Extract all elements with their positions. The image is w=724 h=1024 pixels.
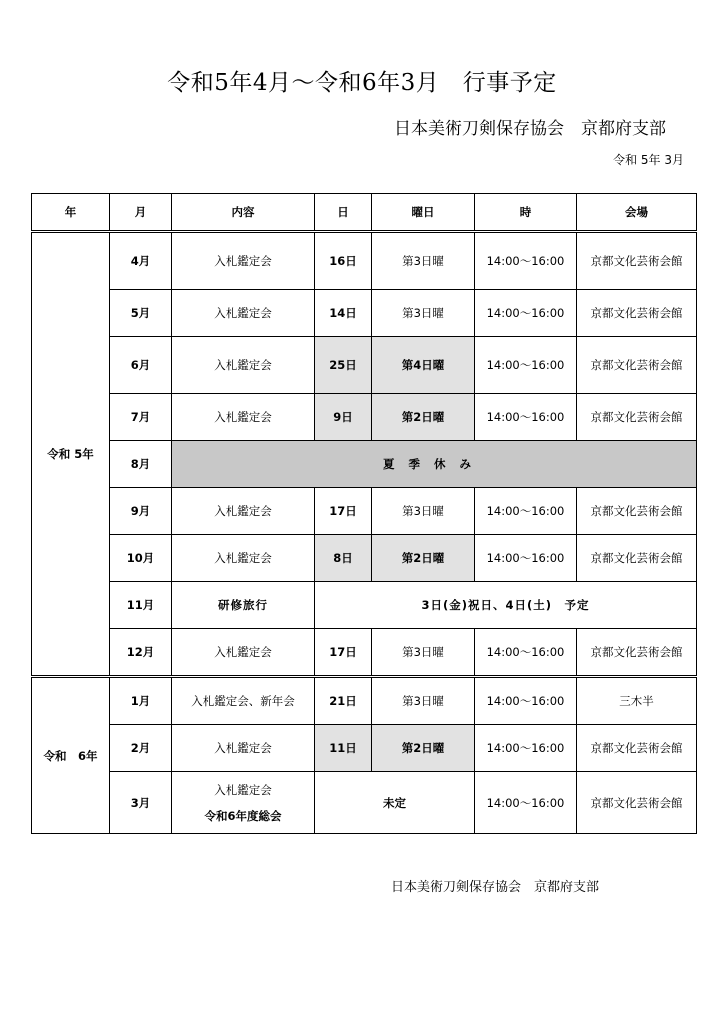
content-cell: 入札鑑定会: [172, 394, 315, 441]
month-cell: 1月: [110, 677, 172, 725]
month-cell: 11月: [110, 582, 172, 629]
month-cell: 7月: [110, 394, 172, 441]
table-row: [32, 677, 697, 725]
issue-date: 令和 5年 3月: [613, 153, 684, 167]
content-line-2: 令和6年度総会: [204, 808, 282, 823]
venue-cell: 京都文化芸術会館: [577, 535, 697, 582]
content-cell: 入札鑑定会: [172, 232, 315, 290]
weekday-cell: 第2日曜: [372, 535, 475, 582]
venue-cell: 京都文化芸術会館: [577, 394, 697, 441]
day-cell: 9日: [315, 394, 372, 441]
table-row: [32, 535, 697, 582]
content-cell: 入札鑑定会、新年会: [172, 677, 315, 725]
day-cell: 17日: [315, 488, 372, 535]
col-header-venue: 会場: [577, 194, 697, 232]
tbd-cell: 未定: [315, 772, 475, 834]
day-cell: 21日: [315, 677, 372, 725]
col-header-content: 内容: [172, 194, 315, 232]
venue-cell: 京都文化芸術会館: [577, 337, 697, 394]
table-row: [32, 441, 697, 488]
table-row: [32, 290, 697, 337]
table-row: [32, 488, 697, 535]
trip-note-cell: 3日(金)祝日、4日(土) 予定: [315, 582, 697, 629]
day-cell: 14日: [315, 290, 372, 337]
venue-cell: 京都文化芸術会館: [577, 629, 697, 677]
month-cell: 8月: [110, 441, 172, 488]
weekday-cell: 第3日曜: [372, 629, 475, 677]
month-cell: 4月: [110, 232, 172, 290]
time-cell: 14:00～16:00: [475, 394, 577, 441]
content-cell-multi: [172, 772, 315, 834]
venue-cell: 京都文化芸術会館: [577, 232, 697, 290]
content-cell: 入札鑑定会: [172, 629, 315, 677]
content-line-1: 入札鑑定会: [214, 782, 272, 797]
weekday-cell: 第3日曜: [372, 488, 475, 535]
table-row: [32, 582, 697, 629]
month-cell: 5月: [110, 290, 172, 337]
table-header-row: [32, 194, 697, 232]
month-cell: 3月: [110, 772, 172, 834]
col-header-time: 時: [475, 194, 577, 232]
weekday-cell: 第4日曜: [372, 337, 475, 394]
content-cell: 入札鑑定会: [172, 535, 315, 582]
schedule-table: [31, 193, 697, 834]
month-cell: 10月: [110, 535, 172, 582]
col-header-year: 年: [32, 194, 110, 232]
month-cell: 12月: [110, 629, 172, 677]
time-cell: 14:00～16:00: [475, 290, 577, 337]
content-cell: 入札鑑定会: [172, 725, 315, 772]
time-cell: 14:00～16:00: [475, 629, 577, 677]
col-header-month: 月: [110, 194, 172, 232]
footer-organization: 日本美術刀剣保存協会 京都府支部: [391, 880, 600, 895]
time-cell: 14:00～16:00: [475, 772, 577, 834]
weekday-cell: 第3日曜: [372, 290, 475, 337]
col-header-weekday: 曜日: [372, 194, 475, 232]
weekday-cell: 第3日曜: [372, 677, 475, 725]
time-cell: 14:00～16:00: [475, 232, 577, 290]
year-cell-r5: 令和 5年: [32, 232, 110, 677]
venue-cell: 京都文化芸術会館: [577, 488, 697, 535]
day-cell: 17日: [315, 629, 372, 677]
content-cell: 入札鑑定会: [172, 290, 315, 337]
content-cell: 入札鑑定会: [172, 488, 315, 535]
time-cell: 14:00～16:00: [475, 535, 577, 582]
month-cell: 2月: [110, 725, 172, 772]
year-cell-r6: 令和 6年: [32, 677, 110, 834]
time-cell: 14:00～16:00: [475, 337, 577, 394]
table-row: [32, 772, 697, 834]
summer-break-cell: 夏季休み: [172, 441, 697, 488]
content-cell: 入札鑑定会: [172, 337, 315, 394]
venue-cell: 京都文化芸術会館: [577, 772, 697, 834]
col-header-day: 日: [315, 194, 372, 232]
day-cell: 8日: [315, 535, 372, 582]
time-cell: 14:00～16:00: [475, 488, 577, 535]
venue-cell: 京都文化芸術会館: [577, 290, 697, 337]
table-row: [32, 394, 697, 441]
day-cell: 11日: [315, 725, 372, 772]
venue-cell: 三木半: [577, 677, 697, 725]
weekday-cell: 第2日曜: [372, 394, 475, 441]
organization-name: 日本美術刀剣保存協会 京都府支部: [394, 119, 666, 139]
month-cell: 9月: [110, 488, 172, 535]
time-cell: 14:00～16:00: [475, 677, 577, 725]
day-cell: 16日: [315, 232, 372, 290]
table-row: [32, 232, 697, 290]
day-cell: 25日: [315, 337, 372, 394]
table-row: [32, 629, 697, 677]
month-cell: 6月: [110, 337, 172, 394]
time-cell: 14:00～16:00: [475, 725, 577, 772]
venue-cell: 京都文化芸術会館: [577, 725, 697, 772]
weekday-cell: 第2日曜: [372, 725, 475, 772]
weekday-cell: 第3日曜: [372, 232, 475, 290]
content-cell: 研修旅行: [172, 582, 315, 629]
table-row: [32, 725, 697, 772]
table-row: [32, 337, 697, 394]
page-title: 令和5年4月～令和6年3月 行事予定: [167, 70, 557, 96]
